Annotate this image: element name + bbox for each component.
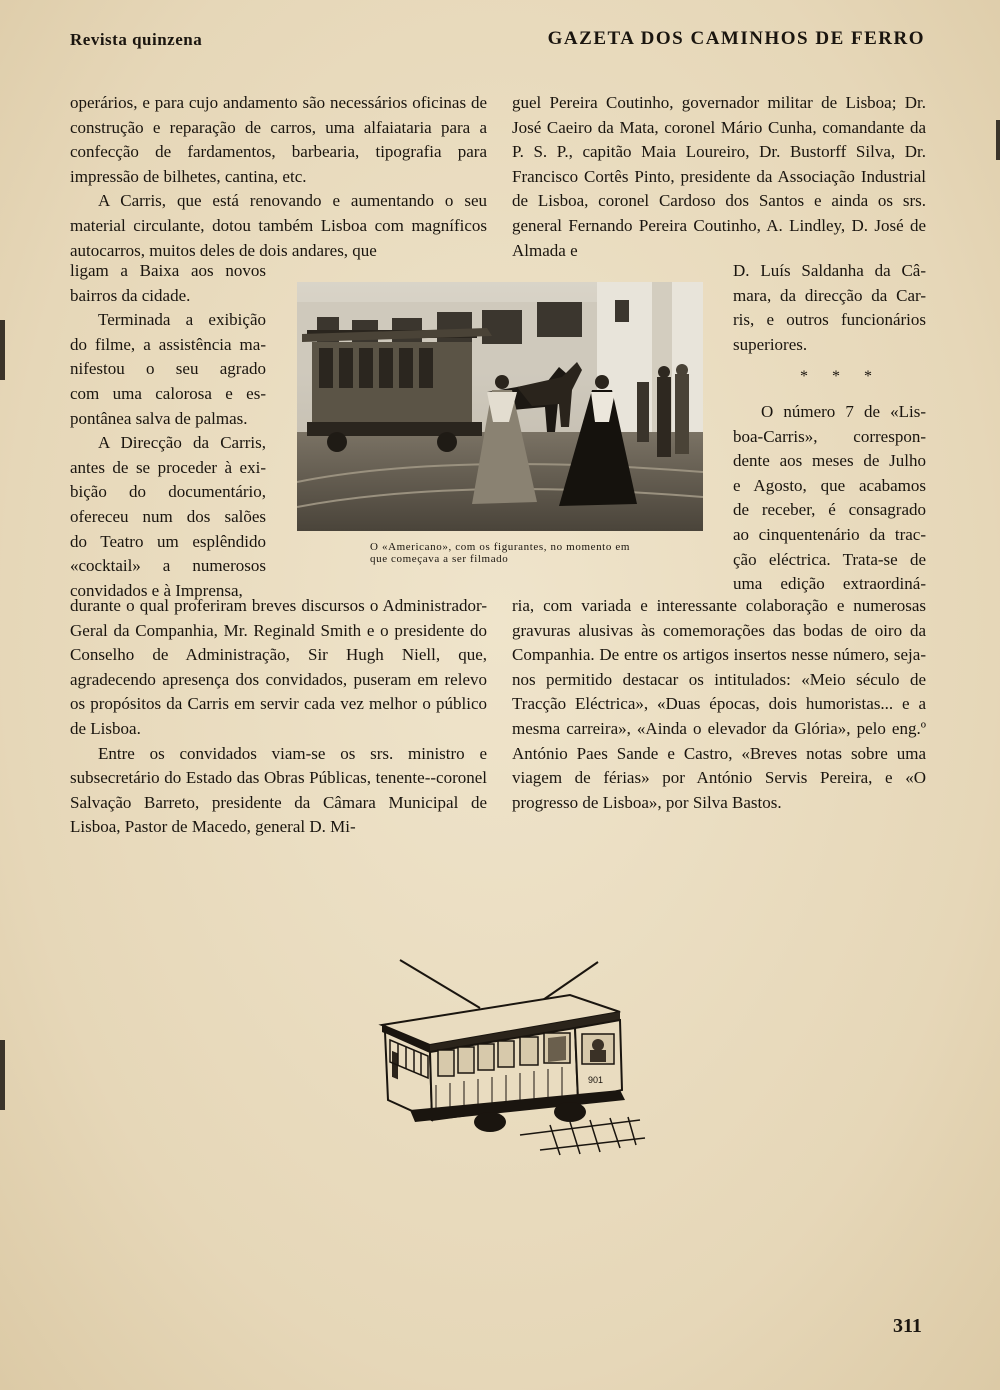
text-line: e Agosto, que acabamos bbox=[733, 475, 926, 495]
section-divider-stars: * * * bbox=[800, 368, 882, 385]
text-line: ligam a Baixa aos novos bbox=[70, 261, 266, 280]
text-line: A Direcção da Carris, bbox=[98, 433, 266, 453]
tram-illustration bbox=[370, 950, 650, 1160]
text-line: Terminada a exibição bbox=[98, 310, 266, 330]
text-line: boa-Carris», correspon- bbox=[733, 426, 926, 446]
right-column-top bbox=[512, 91, 926, 263]
page-number: 311 bbox=[893, 1315, 922, 1337]
header-journal-title: GAZETA DOS CAMINHOS DE FERRO bbox=[547, 28, 925, 49]
scan-edge-mark bbox=[996, 120, 1000, 160]
text-line: do filme, a assistência ma- bbox=[70, 334, 266, 354]
scan-edge-mark bbox=[0, 320, 5, 380]
text-line: pontânea salva de palmas. bbox=[70, 408, 248, 428]
text-line: dente aos meses de Julho bbox=[733, 451, 926, 471]
header-section-title: Revista quinzena bbox=[70, 30, 203, 49]
right-column-narrow bbox=[733, 259, 926, 357]
text-line: ção eléctrica. Trata-se de bbox=[733, 549, 926, 569]
text-line: do Teatro um esplêndido bbox=[70, 531, 266, 551]
text-line: com uma calorosa e es- bbox=[70, 383, 266, 403]
paragraph: ria, com variada e interessante colaboração e numerosas gravuras alusivas às comemorações das bodas de oiro da Companhia. De entre os artigos insertos nesse número, seja-nos permitido destacar os intitulados: «Meio século de Tracção Eléctrica», «Duas épocas, dois humoristas... e a mesma carreira», «Ainda o elevador da Glória», pelo eng.º António Paes Sande e Castro, «Breves notas sobre uma viagem de férias» por António Servis Pereira, e «O progresso de Lisboa», por Silva Bastos. bbox=[512, 596, 926, 812]
left-column-narrow bbox=[70, 259, 266, 603]
paragraph: Entre os convidados viam-se os srs. ministro e subsecretário do Estado das Obras Públicas, tenente--coronel Salvação Barreto, presidente da Câmara Municipal de Lisboa, Pastor de Macedo, general D. Mi- bbox=[70, 743, 487, 837]
right-column-narrow-2 bbox=[733, 400, 926, 597]
right-column-bottom bbox=[512, 594, 926, 815]
text-line: de receber, é consagrado bbox=[733, 500, 926, 520]
paragraph: operários, e para cujo andamento são necessários oficinas de construção e reparação de carros, uma alfaiataria para a confecção de fardamentos, barbearia, tipografia para impressão de bilhetes, cantina, etc. bbox=[70, 93, 487, 186]
text-line: mara, da direcção da Car- bbox=[733, 285, 926, 305]
text-line: ao cinquentenário da trac- bbox=[733, 524, 926, 544]
photo-americano-tram bbox=[297, 282, 703, 531]
text-line: antes de se proceder à exi- bbox=[70, 457, 266, 477]
text-line: ris, e outros funcionários bbox=[733, 310, 926, 330]
left-column-top bbox=[70, 91, 487, 263]
text-line: superiores. bbox=[733, 334, 808, 354]
paragraph: guel Pereira Coutinho, governador militar de Lisboa; Dr. José Caeiro da Mata, coronel Mário Cunha, comandante da P. S. P., capitão Maia Loureiro, Dr. Bustorff Silva, Dr. Francisco Cortês Pinto, presidente da Associação Industrial de Lisboa, coronel Cardoso dos Santos e ainda os srs. general Fernando Pereira Coutinho, A. Lindley, D. José de Almada e bbox=[512, 93, 926, 260]
left-column-bottom bbox=[70, 594, 487, 840]
scan-edge-mark bbox=[0, 1040, 5, 1110]
paragraph: A Carris, que está renovando e aumentando o seu material circulante, dotou também Lisboa com magníficos autocarros, muitos deles de dois andares, que bbox=[70, 191, 487, 260]
text-line: D. Luís Saldanha da Câ- bbox=[733, 261, 926, 280]
text-line: bição do documentário, bbox=[70, 482, 266, 502]
text-line: nifestou o seu agrado bbox=[70, 359, 266, 379]
text-line: «cocktail» a numerosos bbox=[70, 556, 266, 576]
paragraph: durante o qual proferiram breves discursos o Administrador-Geral da Companhia, Mr. Reginald Smith e o presidente do Conselho de Administração, Sir Hugh Niell, que, agradecendo apresença dos convidados, puseram em relevo os propósitos da Carris em servir cada vez melhor o público de Lisboa. bbox=[70, 596, 487, 738]
figure-caption: O «Americano», com os figurantes, no momento em que começava a ser filmado bbox=[370, 541, 630, 565]
text-line: ofereceu num dos salões bbox=[70, 506, 266, 526]
text-line: convidados e à Imprensa, bbox=[70, 580, 243, 600]
tram-number: 901 bbox=[588, 1075, 604, 1085]
text-line: O número 7 de «Lis- bbox=[761, 402, 926, 421]
text-line: uma edição extraordiná- bbox=[733, 574, 926, 594]
text-line: bairros da cidade. bbox=[70, 285, 191, 305]
